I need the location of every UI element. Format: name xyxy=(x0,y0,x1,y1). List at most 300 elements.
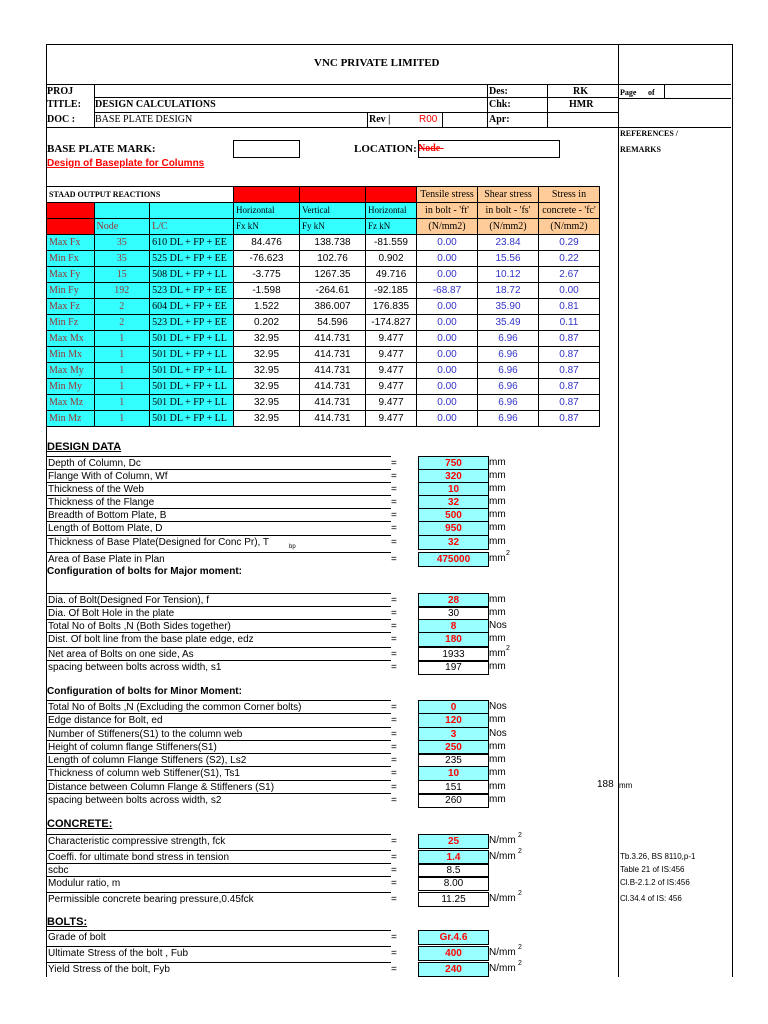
lc-cell[interactable]: 525 DL + FP + EE xyxy=(150,251,234,267)
value-cell[interactable]: 3 xyxy=(418,727,489,742)
concrete-title: CONCRETE: xyxy=(47,818,113,830)
unit-superscript: 2 xyxy=(518,960,522,967)
row-label: Dist. Of bolt line from the base plate edge, edz xyxy=(48,634,254,645)
ft-cell: 0.00 xyxy=(417,411,478,427)
value-cell[interactable]: 950 xyxy=(418,521,489,536)
location-input[interactable] xyxy=(418,140,560,158)
row-label: scbc xyxy=(48,865,69,876)
value-cell: 8.00 xyxy=(418,876,489,891)
h-inbolt-ft: in bolt - 'ft' xyxy=(417,203,478,219)
equals-sign: = xyxy=(391,852,397,863)
row-label: Modulur ratio, m xyxy=(48,878,121,889)
ft-cell: 0.00 xyxy=(417,315,478,331)
unit-superscript: 2 xyxy=(518,832,522,839)
fs-cell: 6.96 xyxy=(478,331,539,347)
fy-cell: 414.731 xyxy=(300,363,366,379)
equals-sign: = xyxy=(391,702,397,713)
data-row xyxy=(46,930,397,944)
unit-label: mm xyxy=(489,633,506,644)
fc-cell: 0.22 xyxy=(539,251,600,267)
node-cell[interactable]: 35 xyxy=(94,235,150,251)
page-label: Page xyxy=(620,88,637,97)
reaction-row xyxy=(47,363,600,379)
minor-title: Configuration of bolts for Minor Moment: xyxy=(47,686,242,697)
equals-sign: = xyxy=(391,836,397,847)
unit-label: N/mm xyxy=(489,893,516,904)
value-cell[interactable]: 10 xyxy=(418,482,489,497)
fc-cell: 0.00 xyxy=(539,283,600,299)
fx-cell: 1.522 xyxy=(234,299,300,315)
row-label: Max Fz xyxy=(47,299,95,315)
fz-cell: -174.827 xyxy=(366,315,417,331)
fy-cell: -264.61 xyxy=(300,283,366,299)
lc-cell[interactable]: 501 DL + FP + LL xyxy=(150,347,234,363)
row-label: Max Fy xyxy=(47,267,95,283)
fz-cell: 9.477 xyxy=(366,331,417,347)
data-row xyxy=(46,552,397,566)
bolts-title: BOLTS: xyxy=(47,916,88,928)
fx-cell: 32.95 xyxy=(234,331,300,347)
data-row xyxy=(46,876,397,890)
equals-sign: = xyxy=(391,554,397,565)
reaction-row xyxy=(47,347,600,363)
fx-cell: -76.623 xyxy=(234,251,300,267)
rev-value: R00 xyxy=(419,114,438,125)
doc-label: DOC : xyxy=(47,114,76,125)
h-stress: Stress in xyxy=(539,187,600,203)
h-horizontal-1: Horizontal xyxy=(234,203,300,219)
fs-cell: 15.56 xyxy=(478,251,539,267)
data-row xyxy=(46,508,397,522)
row-label: Max Mx xyxy=(47,331,95,347)
node-cell[interactable]: 1 xyxy=(94,331,150,347)
row-label: Min My xyxy=(47,379,95,395)
value-cell[interactable]: 25 xyxy=(418,834,489,849)
equals-sign: = xyxy=(391,742,397,753)
fs-cell: 35.90 xyxy=(478,299,539,315)
row-label: Thickness of the Web xyxy=(48,484,144,495)
header-cell xyxy=(47,219,95,235)
data-row xyxy=(46,482,397,496)
unit-label: N/mm xyxy=(489,835,516,846)
fy-cell: 414.731 xyxy=(300,347,366,363)
value-cell[interactable]: 8 xyxy=(418,619,489,634)
row-label: Min Fy xyxy=(47,283,95,299)
fy-cell: 138.738 xyxy=(300,235,366,251)
equals-sign: = xyxy=(391,621,397,632)
title-label: TITLE: xyxy=(47,99,81,110)
fs-cell: 6.96 xyxy=(478,379,539,395)
value-cell[interactable]: 32 xyxy=(418,495,489,510)
data-row xyxy=(46,962,397,976)
header-cell xyxy=(300,187,366,203)
fc-cell: 0.87 xyxy=(539,379,600,395)
row-label: Flange With of Column, Wf xyxy=(48,471,168,482)
unit-label: mm xyxy=(489,794,506,805)
location-label: LOCATION: xyxy=(354,143,417,155)
h-node: Node xyxy=(94,219,150,235)
side-unit: mm xyxy=(619,781,633,790)
row-label: Total No of Bolts ,N (Excluding the common Corner bolts) xyxy=(48,702,302,713)
equals-sign: = xyxy=(391,755,397,766)
ft-cell: 0.00 xyxy=(417,347,478,363)
row-label: Thickness of column web Stiffener(S1), Ts1 xyxy=(48,768,240,779)
lc-cell[interactable]: 501 DL + FP + LL xyxy=(150,395,234,411)
side-value: 188 xyxy=(597,779,614,790)
value-cell: 235 xyxy=(418,753,489,768)
equals-sign: = xyxy=(391,878,397,889)
h-fz: Fz kN xyxy=(366,219,417,235)
row-label-sub: bp xyxy=(289,544,296,550)
ref-2: Table 21 of IS:456 xyxy=(620,865,685,874)
fy-cell: 102.76 xyxy=(300,251,366,267)
unit-label: mm xyxy=(489,661,506,672)
fc-cell: 0.87 xyxy=(539,395,600,411)
reactions-title: STAAD OUTPUT REACTIONS xyxy=(47,187,234,203)
fc-cell: 0.11 xyxy=(539,315,600,331)
unit-label: mm xyxy=(489,607,506,618)
ft-cell: 0.00 xyxy=(417,363,478,379)
design-link[interactable]: Design of Baseplate for Columns xyxy=(47,158,205,169)
ref-3: Cl.B-2.1.2 of IS:456 xyxy=(620,878,690,887)
fz-cell: -81.559 xyxy=(366,235,417,251)
design-data-title: DESIGN DATA xyxy=(47,441,122,453)
data-row xyxy=(46,850,397,864)
fx-cell: 84.476 xyxy=(234,235,300,251)
ft-cell: 0.00 xyxy=(417,299,478,315)
fc-cell: 0.87 xyxy=(539,347,600,363)
unit-label: Nos xyxy=(489,701,507,712)
data-row xyxy=(46,632,397,646)
ft-cell: 0.00 xyxy=(417,251,478,267)
row-label: Min Mx xyxy=(47,347,95,363)
unit-label: mm xyxy=(489,536,506,547)
reaction-row xyxy=(47,331,600,347)
divider xyxy=(367,112,368,127)
apr-label: Apr: xyxy=(489,114,510,125)
unit-label: mm xyxy=(489,522,506,533)
company-name: VNC PRIVATE LIMITED xyxy=(314,57,440,69)
fz-cell: 49.716 xyxy=(366,267,417,283)
node-cell[interactable]: 192 xyxy=(94,283,150,299)
unit-label: mm xyxy=(489,553,506,564)
lc-cell[interactable]: 523 DL + FP + EE xyxy=(150,283,234,299)
fz-cell: 176.835 xyxy=(366,299,417,315)
equals-sign: = xyxy=(391,932,397,943)
row-label: Number of Stiffeners(S1) to the column web xyxy=(48,729,243,740)
fs-cell: 6.96 xyxy=(478,395,539,411)
fx-cell: 32.95 xyxy=(234,395,300,411)
row-label: Dia. Of Bolt Hole in the plate xyxy=(48,608,175,619)
node-cell[interactable]: 1 xyxy=(94,379,150,395)
divider xyxy=(94,112,618,113)
node-cell[interactable]: 2 xyxy=(94,299,150,315)
fs-cell: 18.72 xyxy=(478,283,539,299)
header-cell xyxy=(366,187,417,203)
lc-cell[interactable]: 610 DL + FP + EE xyxy=(150,235,234,251)
doc-value: BASE PLATE DESIGN xyxy=(95,114,193,125)
data-row xyxy=(46,727,397,741)
data-row xyxy=(46,619,397,633)
row-label: Length of column Flange Stiffeners (S2), Ls2 xyxy=(48,755,247,766)
value-cell[interactable]: 400 xyxy=(418,946,489,961)
divider xyxy=(547,84,548,127)
equals-sign: = xyxy=(391,894,397,905)
data-row xyxy=(46,863,397,877)
fy-cell: 414.731 xyxy=(300,331,366,347)
row-label: Breadth of Bottom Plate, B xyxy=(48,510,167,521)
node-cell[interactable]: 1 xyxy=(94,347,150,363)
unit-label: mm xyxy=(489,470,506,481)
equals-sign: = xyxy=(391,497,397,508)
equals-sign: = xyxy=(391,865,397,876)
references-column xyxy=(618,44,733,977)
ft-cell: -68.87 xyxy=(417,283,478,299)
node-cell[interactable]: 15 xyxy=(94,267,150,283)
node-cell[interactable]: 35 xyxy=(94,251,150,267)
fy-cell: 54.596 xyxy=(300,315,366,331)
data-row xyxy=(46,780,397,794)
data-row xyxy=(46,753,397,767)
value-cell: 1933 xyxy=(418,647,489,662)
fy-cell: 414.731 xyxy=(300,395,366,411)
value-cell[interactable]: 180 xyxy=(418,632,489,647)
data-row xyxy=(46,766,397,780)
title-value: DESIGN CALCULATIONS xyxy=(95,99,216,110)
value-cell[interactable]: 0 xyxy=(418,700,489,715)
header-cell xyxy=(47,203,95,219)
unit-label: mm xyxy=(489,457,506,468)
data-row xyxy=(46,834,397,848)
unit-label: N/mm xyxy=(489,947,516,958)
des-value: RK xyxy=(573,86,588,97)
ft-cell: 0.00 xyxy=(417,331,478,347)
data-row xyxy=(46,946,397,960)
row-label: Max My xyxy=(47,363,95,379)
reaction-row xyxy=(47,235,600,251)
value-cell[interactable]: 320 xyxy=(418,469,489,484)
row-label: spacing between bolts across width, s1 xyxy=(48,662,222,673)
value-cell[interactable]: 250 xyxy=(418,740,489,755)
unit-label: Nos xyxy=(489,620,507,631)
row-label: Yield Stress of the bolt, Fyb xyxy=(48,964,170,975)
chk-value: HMR xyxy=(569,99,594,110)
reaction-row xyxy=(47,251,600,267)
fz-cell: 9.477 xyxy=(366,379,417,395)
node-cell[interactable]: 1 xyxy=(94,411,150,427)
reaction-row xyxy=(47,267,600,283)
ft-cell: 0.00 xyxy=(417,395,478,411)
unit-superscript: 2 xyxy=(518,944,522,951)
h-horizontal-2: Horizontal xyxy=(366,203,417,219)
value-cell: 151 xyxy=(418,780,489,795)
fz-cell: 9.477 xyxy=(366,411,417,427)
ref-4: Cl.34.4 of IS: 456 xyxy=(620,894,682,903)
equals-sign: = xyxy=(391,662,397,673)
equals-sign: = xyxy=(391,537,397,548)
unit-superscript: 2 xyxy=(506,550,510,557)
fc-cell: 0.29 xyxy=(539,235,600,251)
unit-label: Nos xyxy=(489,728,507,739)
row-label: Dia. of Bolt(Designed For Tension), f xyxy=(48,595,210,606)
ft-cell: 0.00 xyxy=(417,267,478,283)
row-label: Total No of Bolts ,N (Both Sides together) xyxy=(48,621,231,632)
chk-label: Chk: xyxy=(489,99,511,110)
base-plate-mark-input[interactable] xyxy=(233,140,300,158)
value-cell[interactable]: 10 xyxy=(418,766,489,781)
fs-cell: 6.96 xyxy=(478,347,539,363)
node-cell[interactable]: 2 xyxy=(94,315,150,331)
divider xyxy=(618,127,731,128)
unit-label: mm xyxy=(489,741,506,752)
equals-sign: = xyxy=(391,729,397,740)
value-cell[interactable]: 28 xyxy=(418,593,489,608)
fx-cell: 0.202 xyxy=(234,315,300,331)
data-row xyxy=(46,593,397,607)
h-concrete: concrete - 'fc' xyxy=(539,203,600,219)
header-cell xyxy=(94,203,150,219)
value-cell: 8.5 xyxy=(418,863,489,878)
data-row xyxy=(46,535,397,550)
value-cell: 260 xyxy=(418,793,489,808)
reaction-row xyxy=(47,379,600,395)
row-label: Thickness of Base Plate(Designed for Conc Pr), T xyxy=(48,537,270,548)
equals-sign: = xyxy=(391,768,397,779)
equals-sign: = xyxy=(391,795,397,806)
fs-cell: 23.84 xyxy=(478,235,539,251)
lc-cell[interactable]: 501 DL + FP + LL xyxy=(150,379,234,395)
lc-cell[interactable]: 508 DL + FP + LL xyxy=(150,267,234,283)
value-cell[interactable]: 32 xyxy=(418,535,489,550)
references-label: REFERENCES / xyxy=(620,129,679,138)
equals-sign: = xyxy=(391,523,397,534)
data-row xyxy=(46,700,397,714)
divider xyxy=(46,127,618,128)
data-row xyxy=(46,740,397,754)
equals-sign: = xyxy=(391,715,397,726)
unit-label: N/mm xyxy=(489,963,516,974)
fy-cell: 386.007 xyxy=(300,299,366,315)
value-cell[interactable]: Gr.4.6 xyxy=(418,930,489,945)
header-cell xyxy=(234,187,300,203)
of-label: of xyxy=(648,88,655,97)
fx-cell: 32.95 xyxy=(234,411,300,427)
data-row xyxy=(46,793,397,807)
equals-sign: = xyxy=(391,484,397,495)
value-cell: 30 xyxy=(418,606,489,621)
ref-1: Tb.3.26, BS 8110,p-1 xyxy=(620,852,696,861)
unit-label: mm xyxy=(489,714,506,725)
equals-sign: = xyxy=(391,595,397,606)
unit-superscript: 2 xyxy=(506,645,510,652)
row-label: Min Fx xyxy=(47,251,95,267)
unit-superscript: 2 xyxy=(518,848,522,855)
value-cell[interactable]: 750 xyxy=(418,456,489,471)
unit-label: mm xyxy=(489,648,506,659)
lc-cell[interactable]: 501 DL + FP + LL xyxy=(150,363,234,379)
unit-label: mm xyxy=(489,754,506,765)
h-nmm-3: (N/mm2) xyxy=(539,219,600,235)
lc-cell[interactable]: 501 DL + FP + LL xyxy=(150,411,234,427)
fx-cell: 32.95 xyxy=(234,379,300,395)
unit-label: mm xyxy=(489,767,506,778)
unit-superscript: 2 xyxy=(518,890,522,897)
h-lc: L/C xyxy=(150,219,234,235)
fc-cell: 2.67 xyxy=(539,267,600,283)
divider xyxy=(94,97,618,98)
row-label: Height of column flange Stiffeners(S1) xyxy=(48,742,217,753)
value-cell[interactable]: 240 xyxy=(418,962,489,977)
data-row xyxy=(46,647,397,661)
node-cell[interactable]: 1 xyxy=(94,363,150,379)
fx-cell: -1.598 xyxy=(234,283,300,299)
value-cell[interactable]: 500 xyxy=(418,508,489,523)
divider xyxy=(94,84,95,127)
fs-cell: 6.96 xyxy=(478,363,539,379)
data-row xyxy=(46,456,397,470)
row-label: Max Fx xyxy=(47,235,95,251)
value-cell[interactable]: 475000 xyxy=(418,552,489,567)
divider xyxy=(618,98,731,99)
value-cell: 197 xyxy=(418,660,489,675)
row-label: Ultimate Stress of the bolt , Fub xyxy=(48,948,189,959)
data-row xyxy=(46,521,397,535)
header-cell xyxy=(150,203,234,219)
fs-cell: 10.12 xyxy=(478,267,539,283)
data-row xyxy=(46,713,397,727)
row-label: Length of Bottom Plate, D xyxy=(48,523,163,534)
fy-cell: 1267.35 xyxy=(300,267,366,283)
data-row xyxy=(46,606,397,620)
fz-cell: 9.477 xyxy=(366,395,417,411)
row-label: Distance between Column Flange & Stiffeners (S1) xyxy=(48,782,275,793)
divider xyxy=(487,84,488,127)
lc-cell[interactable]: 501 DL + FP + LL xyxy=(150,331,234,347)
reaction-row xyxy=(47,315,600,331)
row-label: Area of Base Plate in Plan xyxy=(48,554,165,565)
data-row xyxy=(46,892,397,906)
ft-cell: 0.00 xyxy=(417,235,478,251)
fs-cell: 6.96 xyxy=(478,411,539,427)
location-value: Node- xyxy=(418,143,444,154)
value-cell[interactable]: 1.4 xyxy=(418,850,489,865)
equals-sign: = xyxy=(391,649,397,660)
proj-label: PROJ xyxy=(47,86,74,97)
h-vertical: Vertical xyxy=(300,203,366,219)
reactions-table xyxy=(46,186,600,427)
lc-cell[interactable]: 523 DL + FP + EE xyxy=(150,315,234,331)
row-label: Permissible concrete bearing pressure,0.45fck xyxy=(48,894,254,905)
fx-cell: -3.775 xyxy=(234,267,300,283)
equals-sign: = xyxy=(391,458,397,469)
h-fy: Fy kN xyxy=(300,219,366,235)
major-title: Configuration of bolts for Major moment: xyxy=(47,566,242,577)
h-fx: Fx kN xyxy=(234,219,300,235)
row-label: Coeffi. for ultimate bond stress in tension xyxy=(48,852,230,863)
node-cell[interactable]: 1 xyxy=(94,395,150,411)
fz-cell: 0.902 xyxy=(366,251,417,267)
des-label: Des: xyxy=(489,86,508,97)
row-label: Min Mz xyxy=(47,411,95,427)
lc-cell[interactable]: 604 DL + FP + EE xyxy=(150,299,234,315)
row-label: Max Mz xyxy=(47,395,95,411)
equals-sign: = xyxy=(391,782,397,793)
equals-sign: = xyxy=(391,510,397,521)
row-label: Min Fz xyxy=(47,315,95,331)
row-label: Grade of bolt xyxy=(48,932,106,943)
value-cell[interactable]: 120 xyxy=(418,713,489,728)
fz-cell: 9.477 xyxy=(366,347,417,363)
